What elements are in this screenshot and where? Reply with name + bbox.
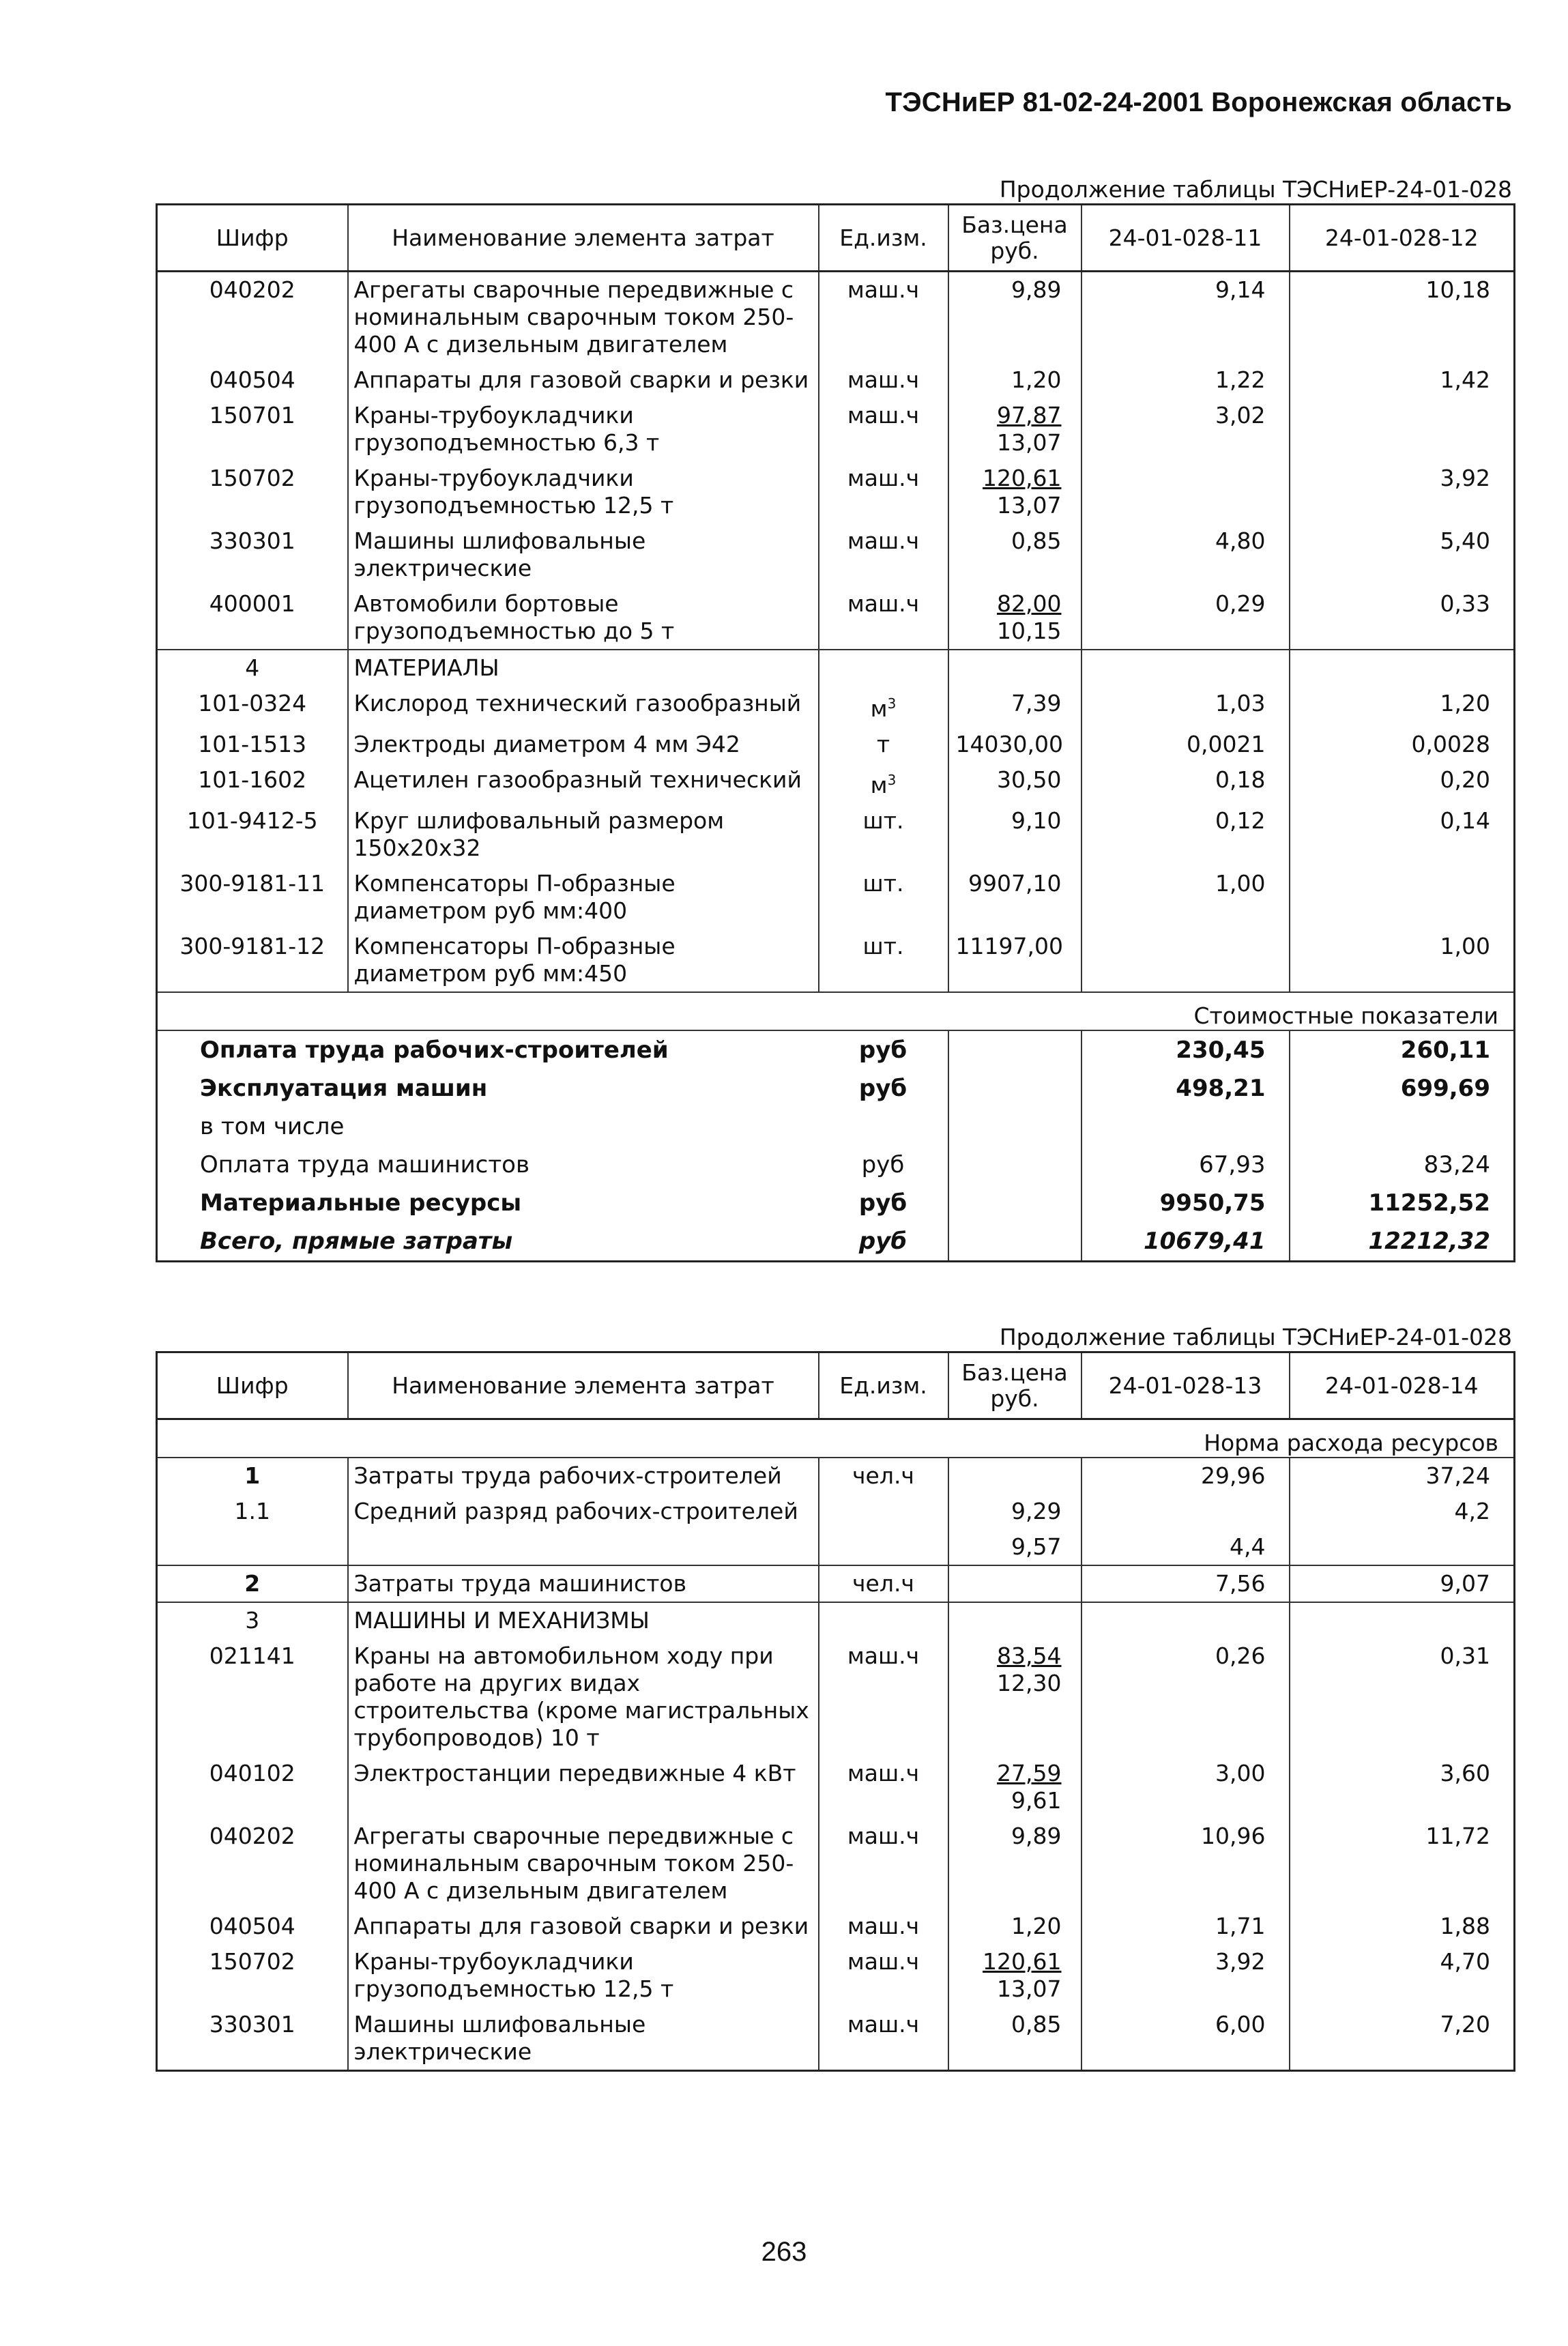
unit-text: маш.ч <box>847 1642 920 1669</box>
summary-value-a: 67,93 <box>1081 1146 1290 1184</box>
unit-text: маш.ч <box>847 527 920 554</box>
unit-text: маш.ч <box>847 366 920 393</box>
cell-name: Ацетилен газообразный технический <box>348 762 819 803</box>
base-price: 120,61 <box>983 465 1062 491</box>
cell-norm-a: 1,22 <box>1081 362 1290 398</box>
cell-norm-b: 4,70 <box>1440 1948 1490 1975</box>
base-price: 27,59 <box>997 1760 1062 1786</box>
summary-value-b: 12212,32 <box>1368 1228 1490 1255</box>
cell-code: 101-1602 <box>157 762 348 803</box>
table-row <box>157 1458 1515 1494</box>
cell-base-price <box>948 1494 1081 1529</box>
cell-code: 300-9181-12 <box>157 929 348 992</box>
unit-text: маш.ч <box>847 590 920 617</box>
cell-norm-a: 3,02 <box>1081 398 1290 461</box>
col-header-code: Шифр <box>157 205 348 272</box>
summary-value-b <box>1290 1107 1515 1146</box>
cell-base-price <box>948 929 1081 992</box>
empty-cell <box>1290 1602 1515 1638</box>
cell-code: 040504 <box>157 362 348 398</box>
cost-indicators-heading: Стоимостные показатели <box>157 992 1515 1030</box>
empty-cell <box>948 1146 1081 1184</box>
base-price: 11197,00 <box>955 933 1063 959</box>
cell-unit <box>819 866 948 929</box>
resource-table-1 <box>156 203 1515 1262</box>
col-header-name: Наименование элемента затрат <box>348 1352 819 1419</box>
cell-name: Аппараты для газовой сварки и резки <box>348 1909 819 1944</box>
cell-base-price <box>948 1529 1081 1565</box>
cell-unit <box>819 1494 948 1529</box>
base-price: 0,85 <box>1011 2011 1062 2038</box>
summary-value-a: 498,21 <box>1081 1069 1290 1107</box>
base-price: 9,57 <box>1011 1533 1062 1560</box>
summary-value-b: 11252,52 <box>1368 1189 1490 1217</box>
cell-unit <box>819 523 948 586</box>
cell-norm-b: 0,0028 <box>1411 731 1490 757</box>
cell-name: Краны-трубоукладчики грузоподъемностью 12,5 т <box>348 1944 819 2007</box>
table-row <box>157 762 1515 803</box>
unit-text: шт. <box>862 870 904 897</box>
cell-norm-b: 1,88 <box>1440 1913 1490 1939</box>
base-price: 9,29 <box>1011 1498 1062 1524</box>
summary-label: в том числе <box>200 1113 345 1140</box>
table-row <box>157 2007 1515 2071</box>
norm-heading: Норма расхода ресурсов <box>157 1419 1515 1458</box>
cell-code: 330301 <box>157 2007 348 2071</box>
summary-row <box>157 1146 1515 1184</box>
cell-norm-a: 1,00 <box>1081 866 1290 929</box>
summary-value-a: 230,45 <box>1081 1030 1290 1069</box>
cell-norm-a: 4,80 <box>1081 523 1290 586</box>
base-price: 83,54 <box>997 1642 1062 1669</box>
base-price-wages: 13,07 <box>997 1975 1062 2002</box>
summary-row <box>157 1107 1515 1146</box>
summary-value-a <box>1081 1107 1290 1146</box>
cell-name: Агрегаты сварочные передвижные с номинальным сварочным током 250-400 А с дизельным двигателем <box>348 272 819 363</box>
cell-base-price <box>948 586 1081 650</box>
heading-row <box>157 1419 1515 1458</box>
summary-unit: руб <box>819 1222 948 1262</box>
cell-base-price <box>948 398 1081 461</box>
cell-code: 150702 <box>157 1944 348 2007</box>
cell-name: Краны на автомобильном ходу при работе на других видах строительства (кроме магистральных трубопроводов) 10 т <box>348 1638 819 1756</box>
empty-cell <box>1081 650 1290 686</box>
summary-row <box>157 1030 1515 1069</box>
unit-text: шт. <box>862 933 904 959</box>
cell-name: Компенсаторы П-образные диаметром руб мм:400 <box>348 866 819 929</box>
col-header-norm-11: 24-01-028-11 <box>1081 205 1290 272</box>
cell-unit <box>819 1909 948 1944</box>
cell-unit <box>819 1756 948 1819</box>
cell-norm-b: 3,60 <box>1440 1760 1490 1786</box>
cell-norm-b: 9,07 <box>1290 1565 1515 1602</box>
cell-norm-a: 0,0021 <box>1081 727 1290 762</box>
base-price-wages: 13,07 <box>997 492 1062 519</box>
cell-base-price <box>948 1909 1081 1944</box>
table-row <box>157 803 1515 866</box>
cell-unit <box>819 362 948 398</box>
cell-norm-b: 10,18 <box>1425 276 1490 303</box>
col-header-base-price: Баз.цена руб. <box>948 205 1081 272</box>
section-code: 4 <box>157 650 348 686</box>
cell-base-price <box>948 1756 1081 1819</box>
empty-cell <box>948 1030 1081 1069</box>
unit-text: чел.ч <box>852 1462 914 1489</box>
cell-norm-a: 4,4 <box>1081 1529 1290 1565</box>
cell-code: 040202 <box>157 1819 348 1909</box>
cell-norm-b: 1,42 <box>1440 366 1490 393</box>
cell-norm-a: 0,29 <box>1081 586 1290 650</box>
cell-base-price <box>948 1819 1081 1909</box>
cell-name: Электроды диаметром 4 мм Э42 <box>348 727 819 762</box>
cell-unit <box>819 762 948 803</box>
section-row <box>157 650 1515 686</box>
unit-text: м <box>870 772 888 798</box>
empty-cell <box>948 1069 1081 1107</box>
unit-text: маш.ч <box>847 1823 920 1849</box>
resource-table-2 <box>156 1351 1515 2072</box>
base-price: 82,00 <box>997 590 1062 617</box>
col-header-code: Шифр <box>157 1352 348 1419</box>
base-price: 97,87 <box>997 402 1062 429</box>
cell-base-price <box>948 461 1081 523</box>
col-header-base-price: Баз.цена руб. <box>948 1352 1081 1419</box>
cell-norm-a <box>1081 929 1290 992</box>
cell-code: 040202 <box>157 272 348 363</box>
cell-name: Краны-трубоукладчики грузоподъемностью 6,3 т <box>348 398 819 461</box>
cell-norm-b: 3,92 <box>1440 465 1490 491</box>
table-row <box>157 461 1515 523</box>
cell-code: 400001 <box>157 586 348 650</box>
summary-row <box>157 1184 1515 1222</box>
cell-unit <box>819 1944 948 2007</box>
cell-code <box>157 1529 348 1565</box>
col-header-unit: Ед.изм. <box>819 1352 948 1419</box>
col-header-norm-12: 24-01-028-12 <box>1290 205 1515 272</box>
cell-norm-b: 5,40 <box>1440 527 1490 554</box>
cell-norm-b: 4,2 <box>1454 1498 1490 1524</box>
section-title: МАШИНЫ И МЕХАНИЗМЫ <box>348 1602 819 1638</box>
cell-code: 2 <box>157 1565 348 1602</box>
cell-code: 1 <box>157 1458 348 1494</box>
table-row <box>157 398 1515 461</box>
cell-name: Машины шлифовальные электрические <box>348 2007 819 2071</box>
cell-unit <box>819 1638 948 1756</box>
col-header-norm-13: 24-01-028-13 <box>1081 1352 1290 1419</box>
empty-cell <box>819 650 948 686</box>
cell-base-price <box>948 523 1081 586</box>
summary-value-b: 699,69 <box>1400 1075 1490 1102</box>
unit-text: маш.ч <box>847 2011 920 2038</box>
cell-norm-b: 1,00 <box>1440 933 1490 959</box>
base-price-wages: 10,15 <box>997 618 1062 644</box>
section-code: 3 <box>157 1602 348 1638</box>
table-row <box>157 929 1515 992</box>
base-price: 120,61 <box>983 1948 1062 1975</box>
cell-norm-b: 11,72 <box>1425 1823 1490 1849</box>
summary-unit: руб <box>819 1030 948 1069</box>
cell-unit <box>819 461 948 523</box>
cell-norm-b: 0,20 <box>1440 766 1490 793</box>
unit-text: т <box>876 731 890 757</box>
cell-code: 040504 <box>157 1909 348 1944</box>
base-price: 9,89 <box>1011 1823 1062 1849</box>
unit-text: маш.ч <box>847 402 920 429</box>
cell-unit <box>819 1529 948 1565</box>
cell-unit <box>819 1819 948 1909</box>
cell-norm-a: 0,26 <box>1081 1638 1290 1756</box>
summary-value-a: 10679,41 <box>1081 1222 1290 1262</box>
cell-code: 101-9412-5 <box>157 803 348 866</box>
table-row <box>157 1819 1515 1909</box>
cell-norm-b: 7,20 <box>1440 2011 1490 2038</box>
table-row <box>157 1944 1515 2007</box>
section-row <box>157 1602 1515 1638</box>
cell-name: Электростанции передвижные 4 кВт <box>348 1756 819 1819</box>
cell-norm-a: 0,12 <box>1081 803 1290 866</box>
cell-name: Агрегаты сварочные передвижные с номинальным сварочным током 250-400 А с дизельным двигателем <box>348 1819 819 1909</box>
cell-code: 150701 <box>157 398 348 461</box>
cell-name: Машины шлифовальные электрические <box>348 523 819 586</box>
cell-unit <box>819 929 948 992</box>
cell-norm-b: 37,24 <box>1290 1458 1515 1494</box>
table-row <box>157 1565 1515 1602</box>
col-header-unit: Ед.изм. <box>819 205 948 272</box>
summary-row <box>157 1069 1515 1107</box>
cell-norm-a: 3,92 <box>1081 1944 1290 2007</box>
unit-text: маш.ч <box>847 276 920 303</box>
summary-value-a: 9950,75 <box>1081 1184 1290 1222</box>
summary-unit <box>819 1107 948 1146</box>
summary-value-b: 83,24 <box>1423 1151 1490 1178</box>
table-row <box>157 866 1515 929</box>
empty-cell <box>948 1222 1081 1262</box>
page-number: 263 <box>761 2237 807 2267</box>
base-price: 7,39 <box>1011 690 1062 716</box>
cell-base-price <box>948 686 1081 727</box>
cell-norm-b <box>1290 1529 1515 1565</box>
base-price: 9907,10 <box>968 870 1062 897</box>
unit-text: маш.ч <box>847 1913 920 1939</box>
heading-row <box>157 992 1515 1030</box>
cell-norm-b: 1,20 <box>1440 690 1490 716</box>
cell-base-price <box>948 1638 1081 1756</box>
cell-name: Круг шлифовальный размером 150х20х32 <box>348 803 819 866</box>
cell-code: 040102 <box>157 1756 348 1819</box>
table-row <box>157 586 1515 650</box>
cell-unit <box>819 803 948 866</box>
cell-norm-a: 7,56 <box>1081 1565 1290 1602</box>
cell-base-price <box>948 1565 1081 1602</box>
cell-norm-a: 0,18 <box>1081 762 1290 803</box>
empty-cell <box>948 650 1081 686</box>
table-row <box>157 686 1515 727</box>
unit-text: м <box>870 695 888 722</box>
table-row <box>157 362 1515 398</box>
cell-unit <box>819 686 948 727</box>
cell-base-price <box>948 866 1081 929</box>
cell-base-price <box>948 803 1081 866</box>
table-row <box>157 1494 1515 1529</box>
table-row <box>157 1909 1515 1944</box>
cell-name: Затраты труда машинистов <box>348 1565 819 1602</box>
base-price: 1,20 <box>1011 366 1062 393</box>
cell-unit <box>819 398 948 461</box>
unit-text: шт. <box>862 807 904 834</box>
cell-code: 300-9181-11 <box>157 866 348 929</box>
cell-base-price <box>948 2007 1081 2071</box>
cell-unit <box>819 586 948 650</box>
cell-norm-a: 1,03 <box>1081 686 1290 727</box>
table-row <box>157 1756 1515 1819</box>
cell-name: Аппараты для газовой сварки и резки <box>348 362 819 398</box>
cell-code: 330301 <box>157 523 348 586</box>
cell-code: 1.1 <box>157 1494 348 1529</box>
cell-code: 101-0324 <box>157 686 348 727</box>
cell-norm-a: 9,14 <box>1081 272 1290 363</box>
col-header-name: Наименование элемента затрат <box>348 205 819 272</box>
unit-text: маш.ч <box>847 1760 920 1786</box>
cell-name: Затраты труда рабочих-строителей <box>348 1458 819 1494</box>
cell-norm-b: 0,33 <box>1440 590 1490 617</box>
section-title: МАТЕРИАЛЫ <box>348 650 819 686</box>
summary-label: Всего, прямые затраты <box>200 1228 513 1255</box>
unit-superscript: 3 <box>887 695 897 712</box>
base-price-wages: 9,61 <box>1011 1787 1062 1814</box>
cell-base-price <box>948 362 1081 398</box>
cell-code: 101-1513 <box>157 727 348 762</box>
cell-code: 150702 <box>157 461 348 523</box>
cell-norm-b: 0,31 <box>1440 1642 1490 1669</box>
cell-base-price <box>948 1944 1081 2007</box>
cell-name <box>348 1529 819 1565</box>
cell-norm-a <box>1081 461 1290 523</box>
cell-unit <box>819 727 948 762</box>
unit-text: маш.ч <box>847 1948 920 1975</box>
base-price: 1,20 <box>1011 1913 1062 1939</box>
cell-name: Краны-трубоукладчики грузоподъемностью 12,5 т <box>348 461 819 523</box>
unit-text: чел.ч <box>852 1570 914 1597</box>
cell-norm-a: 6,00 <box>1081 2007 1290 2071</box>
base-price: 9,89 <box>1011 276 1062 303</box>
cell-unit <box>819 2007 948 2071</box>
cell-norm-b <box>1290 866 1515 929</box>
cell-norm-a: 10,96 <box>1081 1819 1290 1909</box>
cell-norm-a: 29,96 <box>1081 1458 1290 1494</box>
cell-norm-a <box>1081 1494 1290 1529</box>
cell-base-price <box>948 727 1081 762</box>
table-row <box>157 272 1515 363</box>
empty-cell <box>948 1602 1081 1638</box>
col-header-norm-14: 24-01-028-14 <box>1290 1352 1515 1419</box>
empty-cell <box>1081 1602 1290 1638</box>
base-price-wages: 13,07 <box>997 429 1062 456</box>
cell-name: Кислород технический газообразный <box>348 686 819 727</box>
summary-label: Оплата труда машинистов <box>200 1151 530 1178</box>
table-row <box>157 1529 1515 1565</box>
table-row <box>157 523 1515 586</box>
unit-superscript: 3 <box>887 772 897 788</box>
summary-unit: руб <box>819 1184 948 1222</box>
cell-name: Средний разряд рабочих-строителей <box>348 1494 819 1529</box>
table-row <box>157 1638 1515 1756</box>
base-price-wages: 12,30 <box>997 1670 1062 1696</box>
cell-norm-a: 3,00 <box>1081 1756 1290 1819</box>
cell-unit <box>819 1565 948 1602</box>
cell-norm-a: 1,71 <box>1081 1909 1290 1944</box>
summary-row <box>157 1222 1515 1262</box>
cell-base-price <box>948 1458 1081 1494</box>
table-row <box>157 727 1515 762</box>
empty-cell <box>948 1107 1081 1146</box>
cell-code: 021141 <box>157 1638 348 1756</box>
page-header-title: ТЭСНиЕР 81-02-24-2001 Воронежская область <box>885 87 1512 117</box>
empty-cell <box>819 1602 948 1638</box>
table2-continuation-note: Продолжение таблицы ТЭСНиЕР-24-01-028 <box>999 1324 1512 1350</box>
cell-norm-b <box>1290 398 1515 461</box>
cell-unit <box>819 1458 948 1494</box>
empty-cell <box>1290 650 1515 686</box>
summary-label: Материальные ресурсы <box>200 1189 522 1217</box>
summary-unit: руб <box>819 1069 948 1107</box>
cell-unit <box>819 272 948 363</box>
summary-label: Оплата труда рабочих-строителей <box>157 1030 819 1069</box>
base-price: 14030,00 <box>955 731 1063 757</box>
summary-value-b: 260,11 <box>1290 1030 1515 1069</box>
empty-cell <box>948 1184 1081 1222</box>
cell-name: Компенсаторы П-образные диаметром руб мм:450 <box>348 929 819 992</box>
unit-text: маш.ч <box>847 465 920 491</box>
cell-norm-b: 0,14 <box>1440 807 1490 834</box>
base-price: 30,50 <box>997 766 1062 793</box>
base-price: 0,85 <box>1011 527 1062 554</box>
summary-label: Эксплуатация машин <box>200 1075 488 1102</box>
summary-unit: руб <box>819 1146 948 1184</box>
cell-name: Автомобили бортовые грузоподъемностью до 5 т <box>348 586 819 650</box>
base-price: 9,10 <box>1011 807 1062 834</box>
cell-base-price <box>948 272 1081 363</box>
table1-continuation-note: Продолжение таблицы ТЭСНиЕР-24-01-028 <box>999 176 1512 203</box>
cell-base-price <box>948 762 1081 803</box>
